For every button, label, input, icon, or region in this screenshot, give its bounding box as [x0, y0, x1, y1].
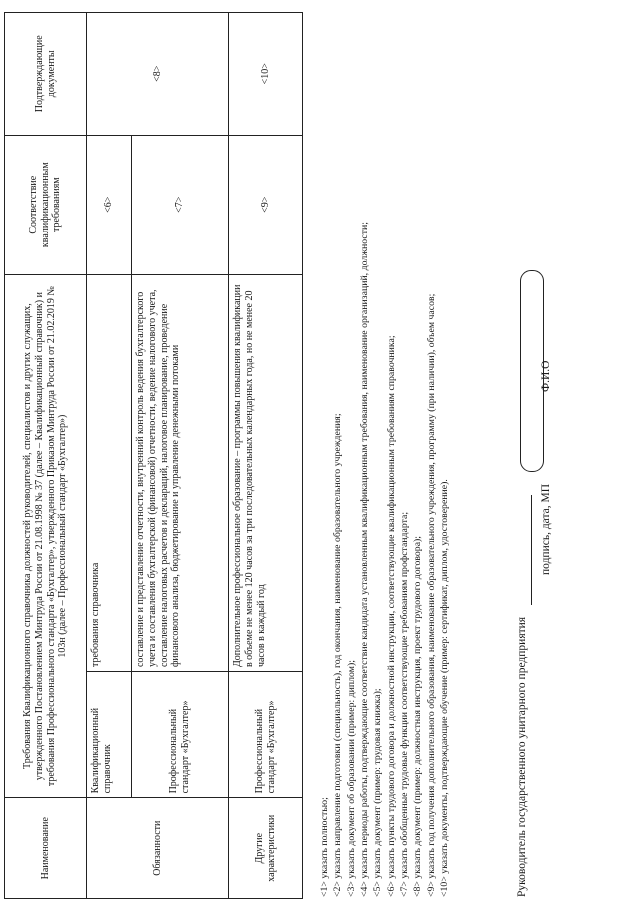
footnote: <3> указать документ об образовании (пример: диплом); [345, 660, 357, 897]
header-compliance: Соответствие квалификационным требованиям [5, 135, 87, 274]
header-requirements: Требования Квалификационного справочника должностей руководителей, специалистов и других служащих, утвержденного Постановлением Минтруда России от 21.08.1998 № 37 (далее – Квалификационный справочник) и требования Профессионального стандарта «Бухгалтер», утвержденного Приказом Минтруда России от 21.02.2019 № 103н (далее – Профессиональный стандарт «Бухгалтер») [5, 274, 87, 798]
row-compliance: <7> [132, 135, 229, 274]
footnotes [318, 17, 451, 897]
row-requirement: требования справочника [87, 274, 132, 671]
footnote: <9> указать год получения дополнительного образования, наименование образовательного учреждения, программу (при наличии), объем часов; [425, 293, 437, 897]
signatory-title: Руководитель государственного унитарного предприятия [516, 616, 528, 897]
fio-caption: Ф.И.О [540, 360, 552, 392]
row-source: Профессиональный стандарт «Бухгалтер» [132, 672, 229, 798]
header-name: Наименование [5, 798, 87, 899]
row-compliance: <6> [87, 135, 132, 274]
row-name-duties: Обязанности [87, 798, 229, 899]
footnote: <6> указать пункты трудового договора и должностной инструкции, соответствующие квалификационным требованиям справочника; [385, 335, 397, 897]
footnote: <7> указать обобщенные трудовые функции соответствующие требованиям профстандарта; [398, 511, 410, 897]
row-source: Квалификационный справочник [87, 672, 132, 798]
qualification-table [4, 12, 303, 899]
row-name-other: Другие характеристики [229, 798, 303, 899]
footnote: <1> указать полностью; [319, 797, 330, 897]
footnote: <4> указать периоды работы, подтверждающие соответствие кандидата установленным квалификационным требования, наименование организаций, должности; [358, 222, 370, 897]
footnote: <8> указать документ (пример: должностная инструкция, проект трудового договора); [412, 535, 424, 897]
row-compliance: <9> [229, 135, 303, 274]
table-header-row [5, 13, 87, 899]
row-requirement: Дополнительное профессиональное образование – программы повышения квалификации в объеме не менее 120 часов за три последовательных календарных года, но не менее 20 часов в каждый год [229, 274, 303, 671]
signature-block [516, 297, 566, 897]
header-documents: Подтверждающие документы [5, 13, 87, 136]
row-requirement: составление и представление отчетности, внутренний контроль ведения бухгалтерского учета и составления бухгалтерской (финансовой) отчетности, ведение налогового учета, составление налоговых расчетов и деклараций, налоговое планирование, проведение финансового анализа, бюджетирование и управление денежными потоками [132, 274, 229, 671]
footnote: <2> указать направление подготовки (специальность), год окончания, наименование образовательного учреждения; [332, 413, 344, 897]
footnote: <5> указать документ (пример: трудовая книжка); [372, 688, 384, 897]
signature-line [531, 495, 532, 605]
row-source: Профессиональный стандарт «Бухгалтер» [229, 672, 303, 798]
row-documents: <10> [229, 13, 303, 136]
footnote: <10> указать документы, подтверждающие обучение (пример: сертификат, диплом, удостоверение). [438, 479, 450, 897]
signature-caption: подпись, дата, МП [540, 483, 552, 575]
table-row [87, 13, 132, 899]
table-row [229, 13, 303, 899]
row-documents: <8> [87, 13, 229, 136]
table-row [132, 13, 229, 899]
